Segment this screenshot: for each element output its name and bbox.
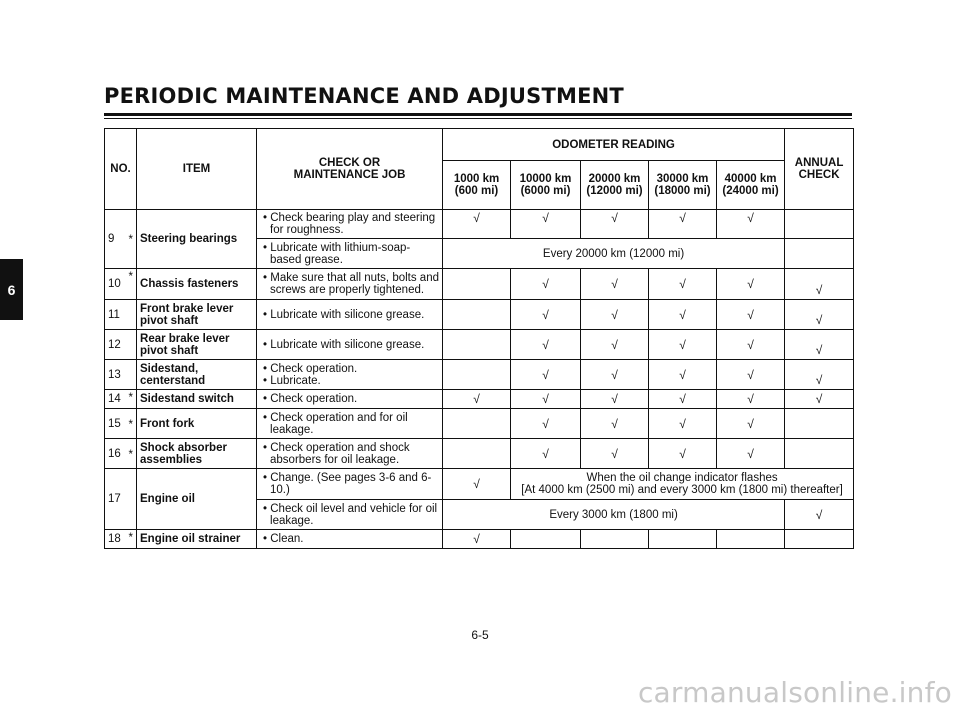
check-mark: √ [785,300,854,330]
job-line: • Check operation. [263,393,358,405]
check-mark: √ [443,469,511,500]
empty-cell [443,300,511,330]
row-job [257,300,443,330]
empty-cell [785,210,854,239]
header-interval-20000: 20000 km (12000 mi) [581,161,649,210]
job-line: • Clean. [263,533,304,545]
job-line: • Change. (See pages 3-6 and 6-10.) [263,472,432,496]
table-row [105,390,854,409]
check-mark: √ [443,210,511,239]
check-mark: √ [649,360,717,390]
header-interval-1000: 1000 km (600 mi) [443,161,511,210]
check-mark: √ [649,330,717,360]
row-number: 14 [105,390,126,409]
check-mark: √ [581,409,649,439]
empty-cell [443,439,511,469]
empty-cell [511,530,581,549]
header-interval-10000: 10000 km (6000 mi) [511,161,581,210]
check-mark: √ [785,360,854,390]
row-job [257,469,443,500]
check-mark: √ [785,500,854,530]
table-row [105,469,854,500]
row-star: * [126,439,137,469]
table-row [105,330,854,360]
table-row [105,300,854,330]
check-mark: √ [581,390,649,409]
table-row [105,210,854,239]
title-rule-thin [104,118,852,119]
check-mark: √ [649,210,717,239]
row-number: 13 [105,360,126,390]
empty-cell [717,530,785,549]
empty-cell [649,530,717,549]
empty-cell [581,530,649,549]
row-item: Front fork [137,409,257,439]
row-item: Engine oil strainer [137,530,257,549]
check-mark: √ [511,439,581,469]
row-star: * [126,409,137,439]
oil-change-interval-text: When the oil change indicator flashes [At 4000 km (2500 mi) and every 3000 km (1800 mi) thereafter] [511,469,854,500]
table-row [105,269,854,300]
empty-cell [785,239,854,269]
check-mark: √ [581,330,649,360]
check-mark: √ [581,439,649,469]
job-line: • Check bearing play and steering for roughness. [263,212,436,236]
row-number: 12 [105,330,126,360]
header-no: NO. [105,129,137,210]
empty-cell [443,269,511,300]
row-star: * [126,210,137,269]
empty-cell [443,360,511,390]
row-job [257,530,443,549]
check-mark: √ [717,330,785,360]
check-mark: √ [717,300,785,330]
header-interval-40000: 40000 km (24000 mi) [717,161,785,210]
row-star [126,330,137,360]
row-number: 18 [105,530,126,549]
row-job [257,390,443,409]
interval-span-text: Every 3000 km (1800 mi) [443,500,785,530]
job-line: • Check operation and for oil leakage. [263,411,408,436]
table-row [105,530,854,549]
check-mark: √ [649,439,717,469]
table-row [105,439,854,469]
check-mark: √ [785,330,854,360]
row-job [257,439,443,469]
check-mark: √ [581,300,649,330]
row-star [126,360,137,390]
empty-cell [443,409,511,439]
job-line: • Lubricate. [263,374,321,387]
check-mark: √ [443,390,511,409]
row-item: Shock absorber assemblies [137,439,257,469]
page-title: PERIODIC MAINTENANCE AND ADJUSTMENT [104,84,624,108]
job-line: • Check oil level and vehicle for oil leakage. [263,502,438,527]
job-line: • Make sure that all nuts, bolts and screws are properly tightened. [263,272,439,296]
page-number: 6-5 [471,628,489,642]
row-number: 16 [105,439,126,469]
check-mark: √ [649,300,717,330]
row-job [257,500,443,530]
empty-cell [785,409,854,439]
job-line: • Lubricate with silicone grease. [263,338,425,351]
check-mark: √ [581,360,649,390]
row-job [257,210,443,239]
row-job [257,330,443,360]
row-star: * [126,269,137,300]
row-item: Sidestand, centerstand [137,360,257,390]
row-item: Engine oil [137,469,257,530]
check-mark: √ [649,409,717,439]
check-mark: √ [717,390,785,409]
job-line: • Check operation and shock absorbers for oil leakage. [263,441,410,466]
row-item: Steering bearings [137,210,257,269]
check-mark: √ [785,390,854,409]
row-item: Chassis fasteners [137,269,257,300]
check-mark: √ [717,360,785,390]
job-line: • Check operation. [263,362,358,375]
row-number: 11 [105,300,126,330]
check-mark: √ [649,390,717,409]
check-mark: √ [511,360,581,390]
header-annual: ANNUAL CHECK [785,129,854,210]
check-mark: √ [511,210,581,239]
row-star: * [126,390,137,409]
interval-span-text: Every 20000 km (12000 mi) [443,239,785,269]
row-number: 15 [105,409,126,439]
job-line: • Lubricate with lithium-soap-based grease. [263,241,411,266]
check-mark: √ [581,269,649,300]
empty-cell [785,530,854,549]
watermark: carmanualsonline.info [637,676,952,709]
row-star [126,469,137,530]
row-number: 9 [105,210,126,269]
job-line: • Lubricate with silicone grease. [263,308,425,321]
maintenance-table [104,128,854,549]
check-mark: √ [443,530,511,549]
row-number: 17 [105,469,126,530]
row-star [126,300,137,330]
header-job: CHECK OR MAINTENANCE JOB [257,129,443,210]
check-mark: √ [511,300,581,330]
check-mark: √ [717,439,785,469]
check-mark: √ [649,269,717,300]
check-mark: √ [717,269,785,300]
empty-cell [785,439,854,469]
table-row [105,409,854,439]
row-item: Front brake lever pivot shaft [137,300,257,330]
title-rule-thick [104,113,852,116]
header-interval-30000: 30000 km (18000 mi) [649,161,717,210]
check-mark: √ [785,269,854,300]
check-mark: √ [717,210,785,239]
chapter-tab: 6 [0,259,23,320]
check-mark: √ [511,390,581,409]
row-item: Sidestand switch [137,390,257,409]
check-mark: √ [581,210,649,239]
row-number: 10 [105,269,126,300]
check-mark: √ [511,330,581,360]
empty-cell [443,330,511,360]
row-job [257,409,443,439]
header-odometer: ODOMETER READING [443,129,785,161]
check-mark: √ [511,409,581,439]
row-job [257,269,443,300]
row-item: Rear brake lever pivot shaft [137,330,257,360]
row-star: * [126,530,137,549]
row-job [257,239,443,269]
row-job [257,360,443,390]
check-mark: √ [511,269,581,300]
header-item: ITEM [137,129,257,210]
check-mark: √ [717,409,785,439]
table-row [105,360,854,390]
